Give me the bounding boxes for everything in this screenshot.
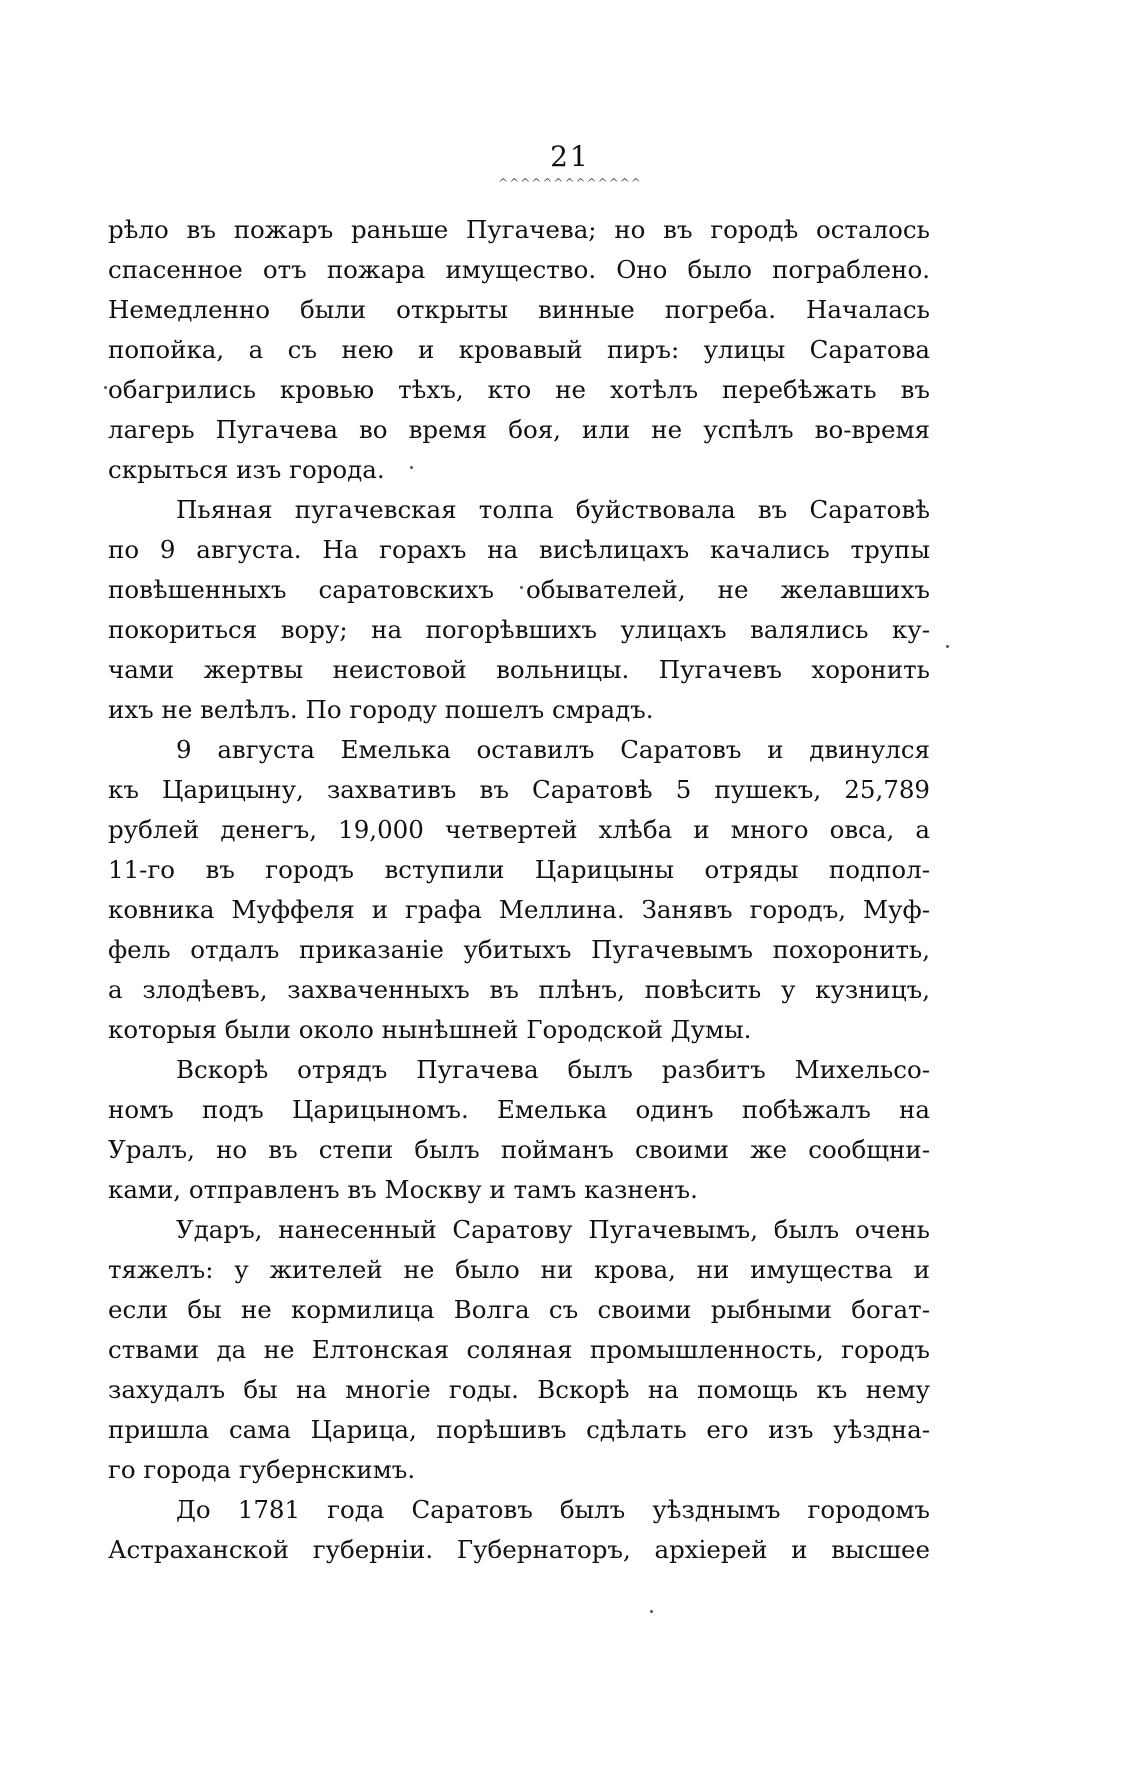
text-line: ками, отправленъ въ Москву и тамъ казненъ.	[108, 1175, 698, 1204]
text-line: чами жертвы неистовой вольницы. Пугачевъ хоронить	[108, 655, 930, 684]
text-line: Астраханской губернiи. Губернаторъ, архiерей и высшее	[108, 1535, 930, 1564]
text-line: фель отдалъ приказанiе убитыхъ Пугачевымъ похоронить,	[108, 935, 930, 964]
text-line: тяжелъ: у жителей не было ни крова, ни имущества и	[108, 1255, 930, 1284]
text-line: Вскорѣ отрядъ Пугачева былъ разбитъ Михельсо-	[176, 1055, 930, 1084]
print-speck	[104, 386, 107, 389]
text-line: спасенное отъ пожара имущество. Оно было пограблено.	[108, 255, 930, 284]
text-line: которыя были около нынѣшней Городской Думы.	[108, 1015, 752, 1044]
text-line: До 1781 года Саратовъ былъ уѣзднымъ городомъ	[176, 1495, 930, 1524]
text-line: повѣшенныхъ саратовскихъ обывателей, не желавшихъ	[108, 575, 930, 604]
text-line: обагрились кровью тѣхъ, кто не хотѣлъ перебѣжать въ	[108, 375, 930, 404]
text-line: захудалъ бы на многiе годы. Вскорѣ на помощь къ нему	[108, 1375, 930, 1404]
page-number: 21	[550, 140, 590, 173]
text-line: скрыться изъ города.	[108, 455, 385, 484]
text-line: 9 августа Емелька оставилъ Саратовъ и двинулся	[176, 735, 930, 764]
text-line: по 9 августа. На горахъ на висѣлицахъ качались трупы	[108, 535, 930, 564]
text-line: покориться вору; на погорѣвшихъ улицахъ валялись ку-	[108, 615, 930, 644]
text-line: пришла сама Царица, порѣшивъ сдѣлать его изъ уѣздна-	[108, 1415, 930, 1444]
text-line: Ударъ, нанесенный Саратову Пугачевымъ, былъ очень	[176, 1215, 930, 1244]
text-line: Немедленно были открыты винные погреба. Началась	[108, 295, 930, 324]
text-line: ствами да не Елтонская соляная промышленность, городъ	[108, 1335, 930, 1364]
text-line: Пьяная пугачевская толпа буйствовала въ Саратовѣ	[176, 495, 930, 524]
text-line: номъ подъ Царицыномъ. Емелька одинъ побѣжалъ на	[108, 1095, 930, 1124]
text-line: ихъ не велѣлъ. По городу пошелъ смрадъ.	[108, 695, 654, 724]
text-line: рѣло въ пожаръ раньше Пугачева; но въ городѣ осталось	[108, 215, 930, 244]
text-line: Уралъ, но въ степи былъ пойманъ своими же сообщни-	[108, 1135, 930, 1164]
print-speck	[946, 645, 949, 648]
text-line: къ Царицыну, захвативъ въ Саратовѣ 5 пушекъ, 25,789	[108, 775, 930, 804]
text-line: ковника Муффеля и графа Меллина. Занявъ городъ, Муф-	[108, 895, 930, 924]
text-line: го города губернскимъ.	[108, 1455, 416, 1484]
page-number-ornament: ^^^^^^^^^^^^^	[498, 176, 642, 190]
print-speck	[650, 1610, 653, 1613]
text-line: а злодѣевъ, захваченныхъ въ плѣнъ, повѣсить у кузницъ,	[108, 975, 930, 1004]
text-line: попойка, а съ нею и кровавый пиръ: улицы Саратова	[108, 335, 930, 364]
text-line: лагерь Пугачева во время боя, или не успѣлъ во-время	[108, 415, 930, 444]
text-line: 11-го въ городъ вступили Царицыны отряды подпол-	[108, 855, 930, 884]
text-line: рублей денегъ, 19,000 четвертей хлѣба и много овса, а	[108, 815, 930, 844]
text-line: если бы не кормилица Волга съ своими рыбными богат-	[108, 1295, 930, 1324]
body-text	[108, 210, 930, 1570]
